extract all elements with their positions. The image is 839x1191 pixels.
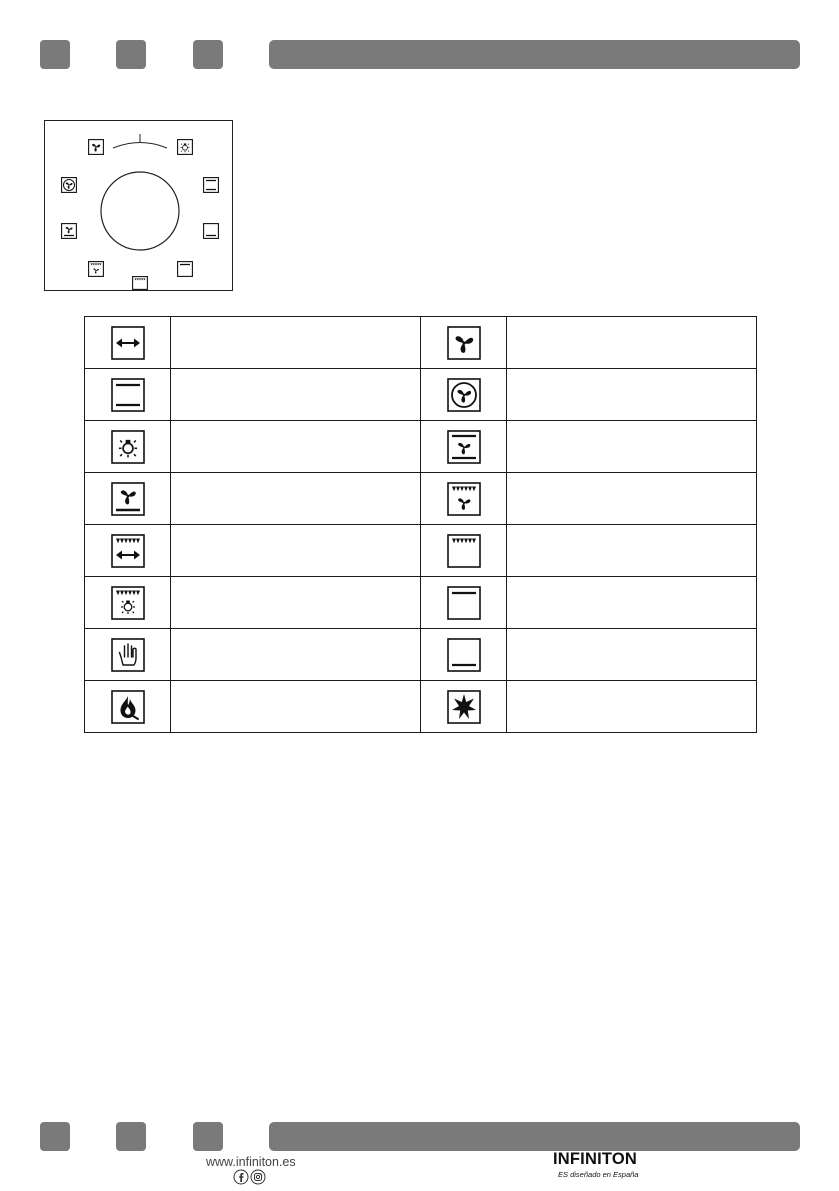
function-icon-table bbox=[84, 316, 757, 733]
description-cell bbox=[171, 421, 421, 473]
table-row bbox=[85, 577, 757, 629]
footer-bar bbox=[269, 1122, 800, 1151]
description-cell bbox=[171, 577, 421, 629]
bottom-fan-icon bbox=[111, 482, 145, 516]
icon-cell bbox=[85, 525, 171, 577]
icon-cell bbox=[85, 369, 171, 421]
brand-logo: INFINITON bbox=[553, 1150, 637, 1168]
website-link[interactable]: www.infiniton.es bbox=[206, 1155, 296, 1169]
light-icon bbox=[111, 430, 145, 464]
grill-icon bbox=[132, 276, 148, 290]
top-bottom-heating-icon bbox=[203, 177, 219, 193]
description-cell bbox=[171, 629, 421, 681]
description-cell bbox=[507, 525, 757, 577]
description-cell bbox=[507, 629, 757, 681]
grill-fan-icon bbox=[88, 261, 104, 277]
top-bottom-fan-icon bbox=[447, 430, 481, 464]
header-tab-2 bbox=[116, 40, 146, 69]
top-bottom-fan-icon bbox=[447, 326, 481, 360]
control-knob-diagram bbox=[44, 120, 233, 291]
grill-light-icon bbox=[111, 586, 145, 620]
bottom-heating-icon bbox=[447, 638, 481, 672]
top-bottom-heating-icon bbox=[111, 378, 145, 412]
icon-cell bbox=[85, 577, 171, 629]
description-cell bbox=[507, 577, 757, 629]
description-cell bbox=[171, 525, 421, 577]
top-heating-icon bbox=[447, 586, 481, 620]
table-row bbox=[85, 421, 757, 473]
table-row bbox=[85, 369, 757, 421]
icon-cell bbox=[421, 421, 507, 473]
grill-icon bbox=[447, 534, 481, 568]
table-row bbox=[85, 317, 757, 369]
defrost-star-icon bbox=[447, 690, 481, 724]
icon-cell bbox=[85, 317, 171, 369]
bottom-fan-icon bbox=[61, 223, 77, 239]
icon-cell bbox=[85, 681, 171, 733]
light-icon bbox=[177, 139, 193, 155]
footer-tab-1 bbox=[40, 1122, 70, 1151]
grill-arrows-icon bbox=[111, 534, 145, 568]
circular-fan-icon bbox=[447, 378, 481, 412]
description-cell bbox=[507, 681, 757, 733]
description-cell bbox=[507, 421, 757, 473]
brand-tagline: ES diseñado en España bbox=[558, 1170, 639, 1179]
icon-cell bbox=[421, 681, 507, 733]
grill-fan-icon bbox=[447, 482, 481, 516]
icon-cell bbox=[421, 525, 507, 577]
arrows-icon bbox=[111, 326, 145, 360]
header-tab-3 bbox=[193, 40, 223, 69]
description-cell bbox=[507, 317, 757, 369]
top-heating-icon bbox=[177, 261, 193, 277]
flame-icon bbox=[111, 690, 145, 724]
bottom-heating-icon bbox=[203, 223, 219, 239]
top-bottom-fan-icon bbox=[88, 139, 104, 155]
table-row bbox=[85, 525, 757, 577]
footer-tab-3 bbox=[193, 1122, 223, 1151]
facebook-icon[interactable] bbox=[234, 1170, 248, 1184]
description-cell bbox=[507, 473, 757, 525]
description-cell bbox=[171, 473, 421, 525]
hand-icon bbox=[111, 638, 145, 672]
icon-cell bbox=[85, 629, 171, 681]
icon-cell bbox=[421, 473, 507, 525]
social-icons bbox=[233, 1169, 267, 1190]
icon-cell bbox=[421, 369, 507, 421]
instagram-icon[interactable] bbox=[251, 1170, 265, 1184]
footer-tab-2 bbox=[116, 1122, 146, 1151]
icon-cell bbox=[85, 473, 171, 525]
header-tab-1 bbox=[40, 40, 70, 69]
description-cell bbox=[171, 369, 421, 421]
icon-cell bbox=[85, 421, 171, 473]
icon-cell bbox=[421, 629, 507, 681]
description-cell bbox=[171, 681, 421, 733]
table-row bbox=[85, 473, 757, 525]
table-row bbox=[85, 629, 757, 681]
icon-cell bbox=[421, 317, 507, 369]
description-cell bbox=[507, 369, 757, 421]
table-row bbox=[85, 681, 757, 733]
icon-cell bbox=[421, 577, 507, 629]
header-bar bbox=[269, 40, 800, 69]
description-cell bbox=[171, 317, 421, 369]
circular-fan-icon bbox=[61, 177, 77, 193]
